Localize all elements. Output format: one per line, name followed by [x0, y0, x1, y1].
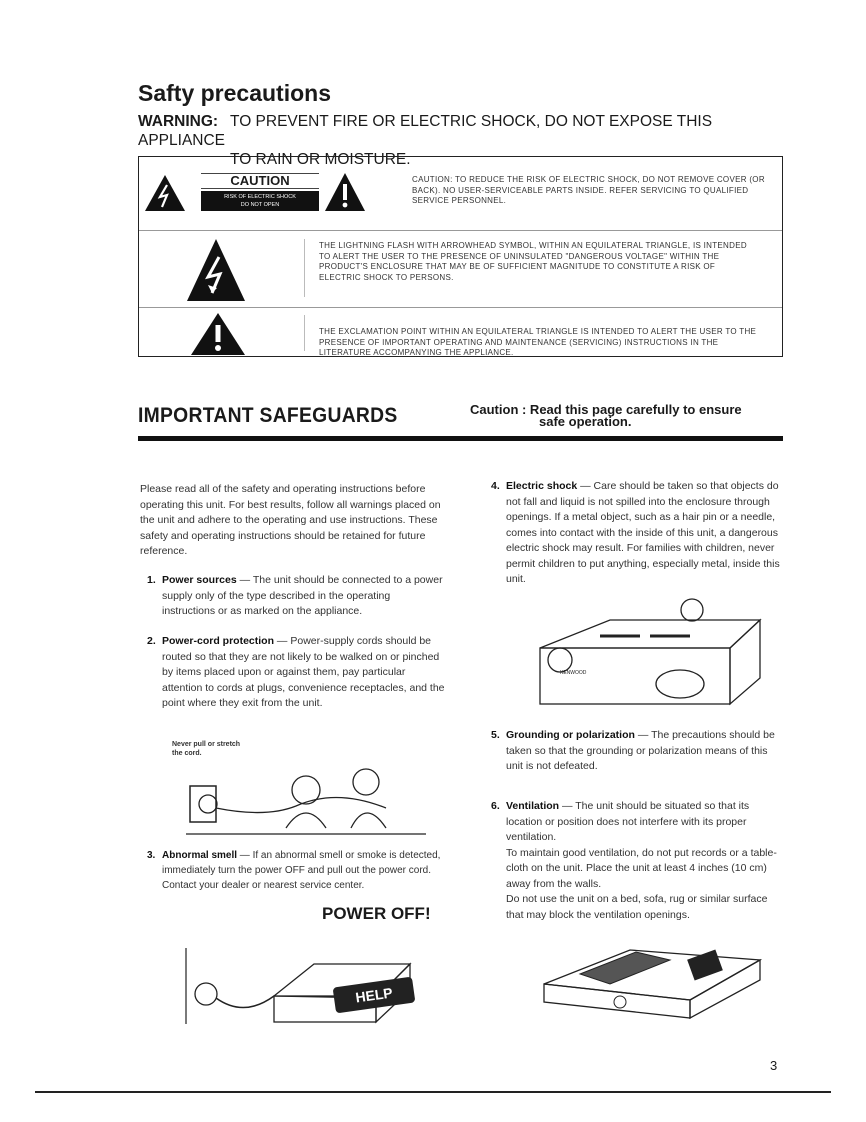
item-electric-shock	[491, 479, 784, 588]
caution-sub-2: DO NOT OPEN	[240, 202, 280, 208]
power-off-label: POWER OFF!	[322, 904, 431, 923]
caution-text-row-1: CAUTION: TO REDUCE THE RISK OF ELECTRIC SHOCK, DO NOT REMOVE COVER (OR BACK). NO USER-SERVICEABLE PARTS INSIDE. REFER SERVICING TO QUALIFIED SERVICE PERSONNEL.	[412, 175, 765, 205]
warning-label: WARNING:	[138, 113, 219, 130]
item-text: — Power-supply cords should be routed so that they are not likely to be walked on or pinched by items placed upon or against them, pay particular attention to cords at plugs, convenience receptacles, and the point where they exit from the unit.	[162, 635, 445, 709]
exclamation-symbol-icon	[191, 313, 245, 355]
item-power-sources	[147, 573, 446, 620]
intro-paragraph: Please read all of the safety and operating instructions before operating this unit. For best results, follow all warnings placed on the unit and adhere to the operating and use instructions. These safety and operating instructions should be retained for future reference.	[140, 483, 441, 557]
exclamation-warning-icon	[325, 173, 365, 211]
cord-pull-illustration	[186, 768, 426, 838]
caution-label: CAUTION	[201, 173, 319, 189]
lightning-warning-icon	[145, 175, 185, 211]
item-text: — Care should be taken so that objects do not fall and liquid is not spilled into the enclosure through openings. If a metal object, such as a hair pin or a needle, comes into contact with the inside of this unit, a dangerous electric shock may result. For families with children, never permit children to put anything, especially metal, inside this unit.	[506, 480, 780, 585]
ventilation-illustration	[540, 940, 770, 1025]
item-title: Ventilation	[506, 800, 560, 812]
item-number: 4.	[491, 480, 500, 492]
item-title: Grounding or polarization	[506, 729, 635, 741]
caution-text-row-3: THE EXCLAMATION POINT WITHIN AN EQUILATERAL TRIANGLE IS INTENDED TO ALERT THE USER TO THE PRESENCE OF IMPORTANT OPERATING AND MAINTENANCE (SERVICING) INSTRUCTIONS IN THE LITERATURE ACCOMPANYING THE APPLIANCE.	[319, 327, 757, 357]
item-text-3: Do not use the unit on a bed, sofa, rug or similar surface that may block the ventilation openings.	[506, 893, 768, 921]
lightning-symbol-icon	[187, 239, 245, 301]
caution-note-line-1: Caution : Read this page carefully to ensure	[470, 402, 742, 417]
item-number: 1.	[147, 574, 156, 586]
caution-box	[138, 156, 783, 357]
item-text: — The unit should be situated so that its location or position does not interfere with its proper ventilation.	[506, 800, 750, 843]
caution-sub-1: RISK OF ELECTRIC SHOCK	[224, 194, 296, 200]
item-text: — The unit should be connected to a power supply only of the type described in the operating instructions or as marked on the appliance.	[162, 574, 443, 617]
power-off-illustration	[184, 938, 424, 1028]
item-power-cord	[147, 634, 446, 712]
page-number: 3	[770, 1058, 778, 1073]
item-title: Electric shock	[506, 480, 578, 492]
item-grounding	[491, 728, 784, 775]
device-brand: KENWOOD	[560, 670, 587, 676]
item-abnormal-smell	[147, 848, 446, 893]
item-number: 2.	[147, 635, 156, 647]
caution-text-row-2: THE LIGHTNING FLASH WITH ARROWHEAD SYMBOL, WITHIN AN EQUILATERAL TRIANGLE, IS INTENDED TO ALERT THE USER TO THE PRESENCE OF UNINSULATED "DANGEROUS VOLTAGE" WITHIN THE PRODUCT'S ENCLOSURE THAT MAY BE OF SUFFICIENT MAGNITUDE TO CONSTITUTE A RISK OF ELECTRIC SHOCK TO PERSONS.	[319, 241, 747, 282]
help-sign: HELP	[354, 984, 394, 1006]
item-text: — The precautions should be taken so that the grounding or polarization means of this unit is not defeated.	[506, 729, 775, 772]
item-title: Abnormal smell	[162, 850, 238, 861]
item-text-2: To maintain good ventilation, do not put records or a table-cloth on the unit. Place the unit at least 4 inches (10 cm) away from the walls.	[506, 846, 777, 890]
item-title: Power-cord protection	[162, 635, 275, 647]
warning-line-1: TO PREVENT FIRE OR ELECTRIC SHOCK, DO NOT EXPOSE THIS APPLIANCE	[138, 113, 713, 149]
cord-caption-1: Never pull or stretch	[172, 741, 241, 748]
page-title: Safty precautions	[138, 80, 331, 106]
item-number: 5.	[491, 729, 500, 741]
item-number: 3.	[147, 850, 156, 861]
device-child-illustration	[530, 598, 780, 714]
caution-sublabel	[201, 191, 319, 211]
item-text: — If an abnormal smell or smoke is detected, immediately turn the power OFF and pull out the power cord. Contact your dealer or nearest service center.	[162, 850, 441, 891]
cord-caption	[172, 740, 240, 758]
item-title: Power sources	[162, 574, 237, 586]
caution-note	[470, 404, 790, 428]
item-ventilation	[491, 799, 784, 923]
caution-note-line-2: safe operation.	[539, 414, 632, 429]
cord-caption-2: the cord.	[172, 750, 202, 757]
heading-rule	[138, 436, 783, 441]
safeguards-heading: IMPORTANT SAFEGUARDS	[138, 404, 398, 427]
footer-rule	[35, 1091, 831, 1093]
item-number: 6.	[491, 800, 500, 812]
warning-line-2: TO RAIN OR MOISTURE.	[230, 151, 411, 168]
